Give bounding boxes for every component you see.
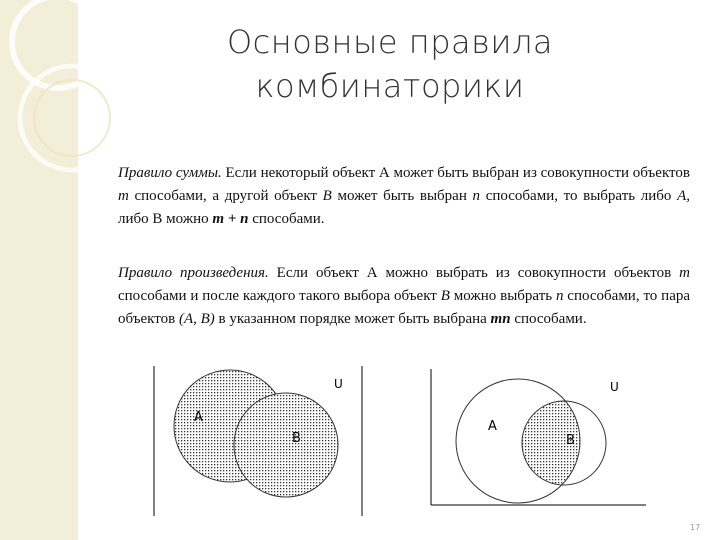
text: Если объект А можно выбрать из совокупности объектов [268, 265, 680, 281]
text: способами и после каждого такого выбора объект [118, 288, 441, 304]
var-b: B [440, 288, 450, 304]
venn-union-diagram [148, 362, 368, 522]
text: может быть выбран [331, 188, 473, 204]
var-m: m [679, 265, 690, 281]
product-rule-paragraph [118, 262, 690, 331]
var-b: B [322, 188, 332, 204]
var-n: n [555, 288, 564, 304]
product-rule-name: Правило произведения. [118, 265, 269, 281]
universe-label: U [334, 377, 343, 391]
text: либо В можно [118, 211, 213, 227]
page-number: 17 [690, 523, 701, 532]
text: Если некоторый объект А может быть выбран из совокупности объектов [221, 165, 690, 181]
slide-title [180, 20, 600, 108]
union-shaded-region [174, 370, 338, 497]
text: способами. [248, 211, 325, 227]
text: способами, а другой объект [128, 188, 323, 204]
decorative-circles [0, 0, 130, 200]
title-line-2: комбинаторики [255, 67, 525, 105]
product-formula: mn [490, 311, 511, 327]
pair-ab: (A, B) [178, 311, 215, 327]
sum-rule-paragraph [118, 162, 690, 231]
set-b-circle [234, 393, 338, 497]
var-n: n [472, 188, 481, 204]
venn-intersection-diagram [426, 365, 650, 510]
text: способами, то выбрать либо [480, 188, 678, 204]
sum-formula: m + n [212, 211, 249, 227]
var-a: A, [677, 188, 690, 204]
sum-rule-name: Правило суммы. [118, 165, 222, 181]
text: можно выбрать [449, 288, 556, 304]
set-a-label: A [194, 410, 203, 425]
title-line-1: Основные правила [226, 23, 554, 61]
set-a-label: A [488, 419, 497, 434]
var-m: m [118, 188, 129, 204]
set-b-label: B [566, 433, 575, 448]
text: способами. [510, 311, 587, 327]
universe-label: U [610, 380, 619, 394]
text: способами, то пара объектов [118, 288, 691, 327]
text: в указанном порядке может быть выбрана [214, 311, 491, 327]
set-b-label: B [292, 431, 301, 446]
